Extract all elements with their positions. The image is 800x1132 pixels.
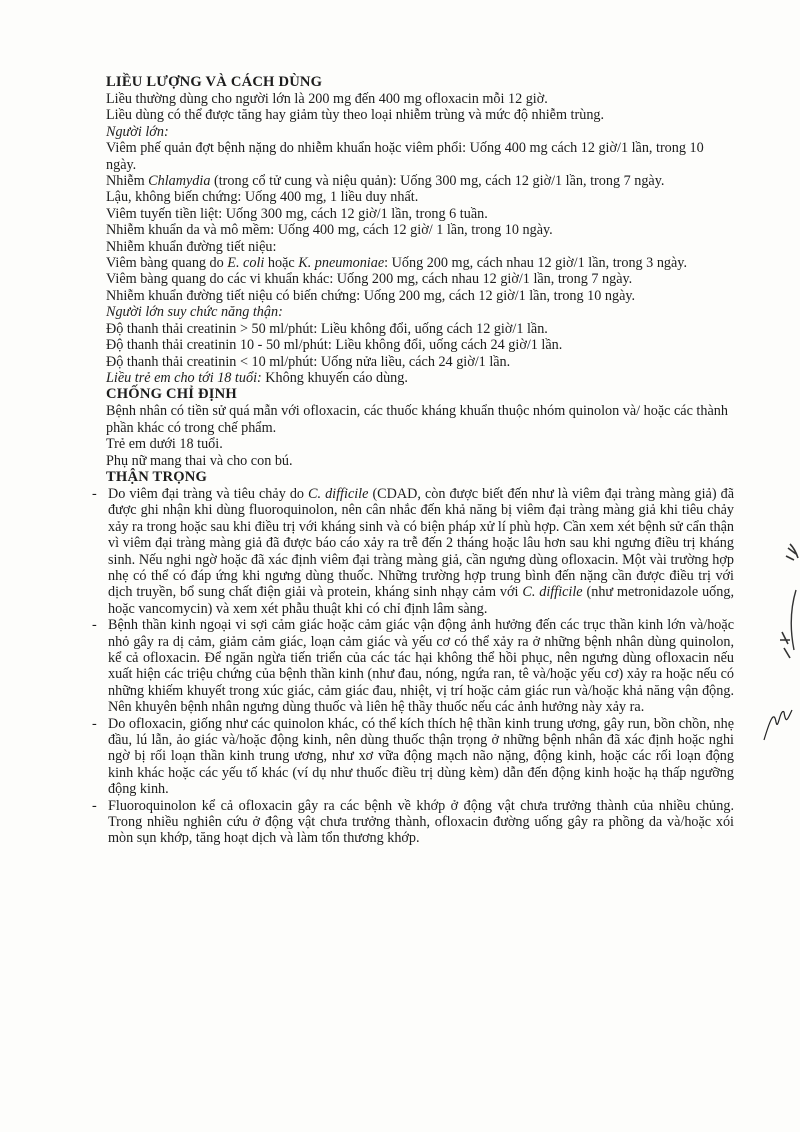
section-title-contraindications: CHỐNG CHỈ ĐỊNH (106, 386, 237, 403)
dosage-line: Nhiễm khuẩn da và mô mềm: Uống 400 mg, cách 12 giờ/ 1 lần, trong 10 ngày. (106, 222, 553, 239)
dosage-line: Viêm phế quản đợt bệnh nặng do nhiễm khuẩn hoặc viêm phổi: Uống 400 mg cách 12 giờ/1 lần, trong 10 ngày. (106, 140, 704, 173)
contraindication-line: Trẻ em dưới 18 tuổi. (106, 436, 223, 453)
dosage-line: Viêm bàng quang do E. coli hoặc K. pneumoniae: Uống 200 mg, cách nhau 12 giờ/1 lần, trong 3 ngày. (106, 255, 688, 272)
section-title-precautions: THẬN TRỌNG (106, 468, 208, 485)
precaution-item: - Do ofloxacin, giống như các quinolon khác, có thể kích thích hệ thần kinh trung ương, gây run, bồn chồn, nhẹ đầu, lú lẫn, ảo giác và/hoặc động kinh, nên dùng thuốc thận trọng ở những bệnh nhân đã xác định hoặc nghi ngờ bị rối loạn thần kinh trung ương, như xơ vữa động mạch não nặng, động kinh, hoặc các rối loạn động kinh khác hoặc các yếu tố khác (ví dụ như thuốc điều trị dùng kèm) dẫn đến động kinh hoặc hạ thấp ngưỡng động kinh. (92, 716, 734, 798)
dosage-line: Nhiễm khuẩn đường tiết niệu: (106, 238, 277, 255)
precaution-list (106, 486, 734, 847)
stamp-mark (760, 540, 800, 780)
dosage-line: Liều trẻ em cho tới 18 tuổi: Không khuyến cáo dùng. (106, 369, 408, 386)
dosage-line: Độ thanh thải creatinin > 50 ml/phút: Liều không đổi, uống cách 12 giờ/1 lần. (106, 320, 548, 337)
dosage-line: Viêm tuyến tiền liệt: Uống 300 mg, cách 12 giờ/1 lần, trong 6 tuần. (106, 205, 488, 222)
dosage-line: Lậu, không biến chứng: Uống 400 mg, 1 liều duy nhất. (106, 189, 419, 206)
dosage-line: Nhiễm khuẩn đường tiết niệu có biến chứng: Uống 200 mg, cách 12 giờ/1 lần, trong 10 ngày. (106, 287, 636, 304)
document-page (106, 74, 734, 847)
section-title-dosage: LIỀU LƯỢNG VÀ CÁCH DÙNG (106, 74, 323, 90)
dosage-paragraph: Liều thường dùng cho người lớn là 200 mg đến 400 mg ofloxacin mỗi 12 giờ. (106, 91, 548, 107)
dosage-line: Nhiễm Chlamydia (trong cổ tử cung và niệu quản): Uống 300 mg, cách 12 giờ/1 lần, trong 7 ngày. (106, 173, 665, 190)
contraindication-line: Bệnh nhân có tiền sử quá mẫn với ofloxacin, các thuốc kháng khuẩn thuộc nhóm quinolon và/ hoặc các thành phần khác có trong chế phẩm. (106, 403, 728, 436)
precaution-item: - Fluoroquinolon kể cả ofloxacin gây ra các bệnh về khớp ở động vật chưa trưởng thành của nhiều chủng. Trong nhiều nghiên cứu ở động vật chưa trưởng thành, ofloxacin đường uống gây ra phồng da và/hoặc xói mòn sụn khớp, tăng hoạt dịch và làm tổn thương khớp. (92, 798, 734, 847)
dosage-line: Độ thanh thải creatinin 10 - 50 ml/phút: Liều không đổi, uống cách 24 giờ/1 lần. (106, 337, 563, 354)
dosage-line: Độ thanh thải creatinin < 10 ml/phút: Uống nửa liều, cách 24 giờ/1 lần. (106, 353, 511, 370)
dosage-paragraph: Liều dùng có thể được tăng hay giảm tùy theo loại nhiễm trùng và mức độ nhiễm trùng. (106, 107, 605, 124)
subheading-renal: Người lớn suy chức năng thận: (106, 304, 283, 321)
dosage-line: Viêm bàng quang do các vi khuẩn khác: Uống 200 mg, cách nhau 12 giờ/1 lần, trong 7 ngày. (106, 271, 633, 288)
precaution-item: - Do viêm đại tràng và tiêu chảy do C. difficile (CDAD, còn được biết đến như là viêm đại tràng màng giả) đã được ghi nhận khi dùng fluoroquinolon, nên cân nhắc đến khả năng bị viêm đại tràng màng giả khi tiêu chảy xảy ra trong hoặc sau khi điều trị với kháng sinh và có biện pháp xử lí phù hợp. Cần xem xét bệnh sử cẩn thận vì viêm đại tràng màng giả đã được báo cáo xảy ra trễ đến 2 tháng hoặc lâu hơn sau khi ngưng điều trị kháng sinh. Nếu nghi ngờ hoặc đã xác định viêm đại tràng màng giả, cần ngưng dùng ofloxacin. Một vài trường hợp nhẹ có thể có đáp ứng khi ngưng dùng thuốc. Những trường hợp trung bình đến nặng cần được điều trị với dịch truyền, bổ sung chất điện giải và protein, kháng sinh nhạy cảm với C. difficile (như metronidazole uống, hoặc vancomycin) và xem xét phẫu thuật khi có chỉ định lâm sàng. (92, 486, 734, 617)
precaution-item: - Bệnh thần kinh ngoại vi sợi cảm giác hoặc cảm giác vận động ảnh hưởng đến các trục thần kinh lớn và/hoặc nhỏ gây ra dị cảm, giảm cảm giác, loạn cảm giác và yếu cơ có thể xảy ra ở những bệnh nhân dùng quinolon, kể cả ofloxacin. Để ngăn ngừa tiến triển của các tác hại không thể hồi phục, nên ngưng dùng ofloxacin nếu xuất hiện các triệu chứng của bệnh thần kinh (như đau, nóng, ngứa ran, tê và/hoặc yếu cơ) xảy ra hoặc nếu có những khiếm khuyết trong xúc giác, cảm giác đau, nhiệt, vị trí hoặc cảm giác run và/hoặc khả năng vận động. Nên khuyên bệnh nhân ngưng dùng thuốc và liên hệ thầy thuốc nếu các ảnh hưởng này xảy ra. (92, 617, 734, 715)
contraindication-line: Phụ nữ mang thai và cho con bú. (106, 452, 293, 469)
subheading-adult: Người lớn: (106, 123, 169, 140)
